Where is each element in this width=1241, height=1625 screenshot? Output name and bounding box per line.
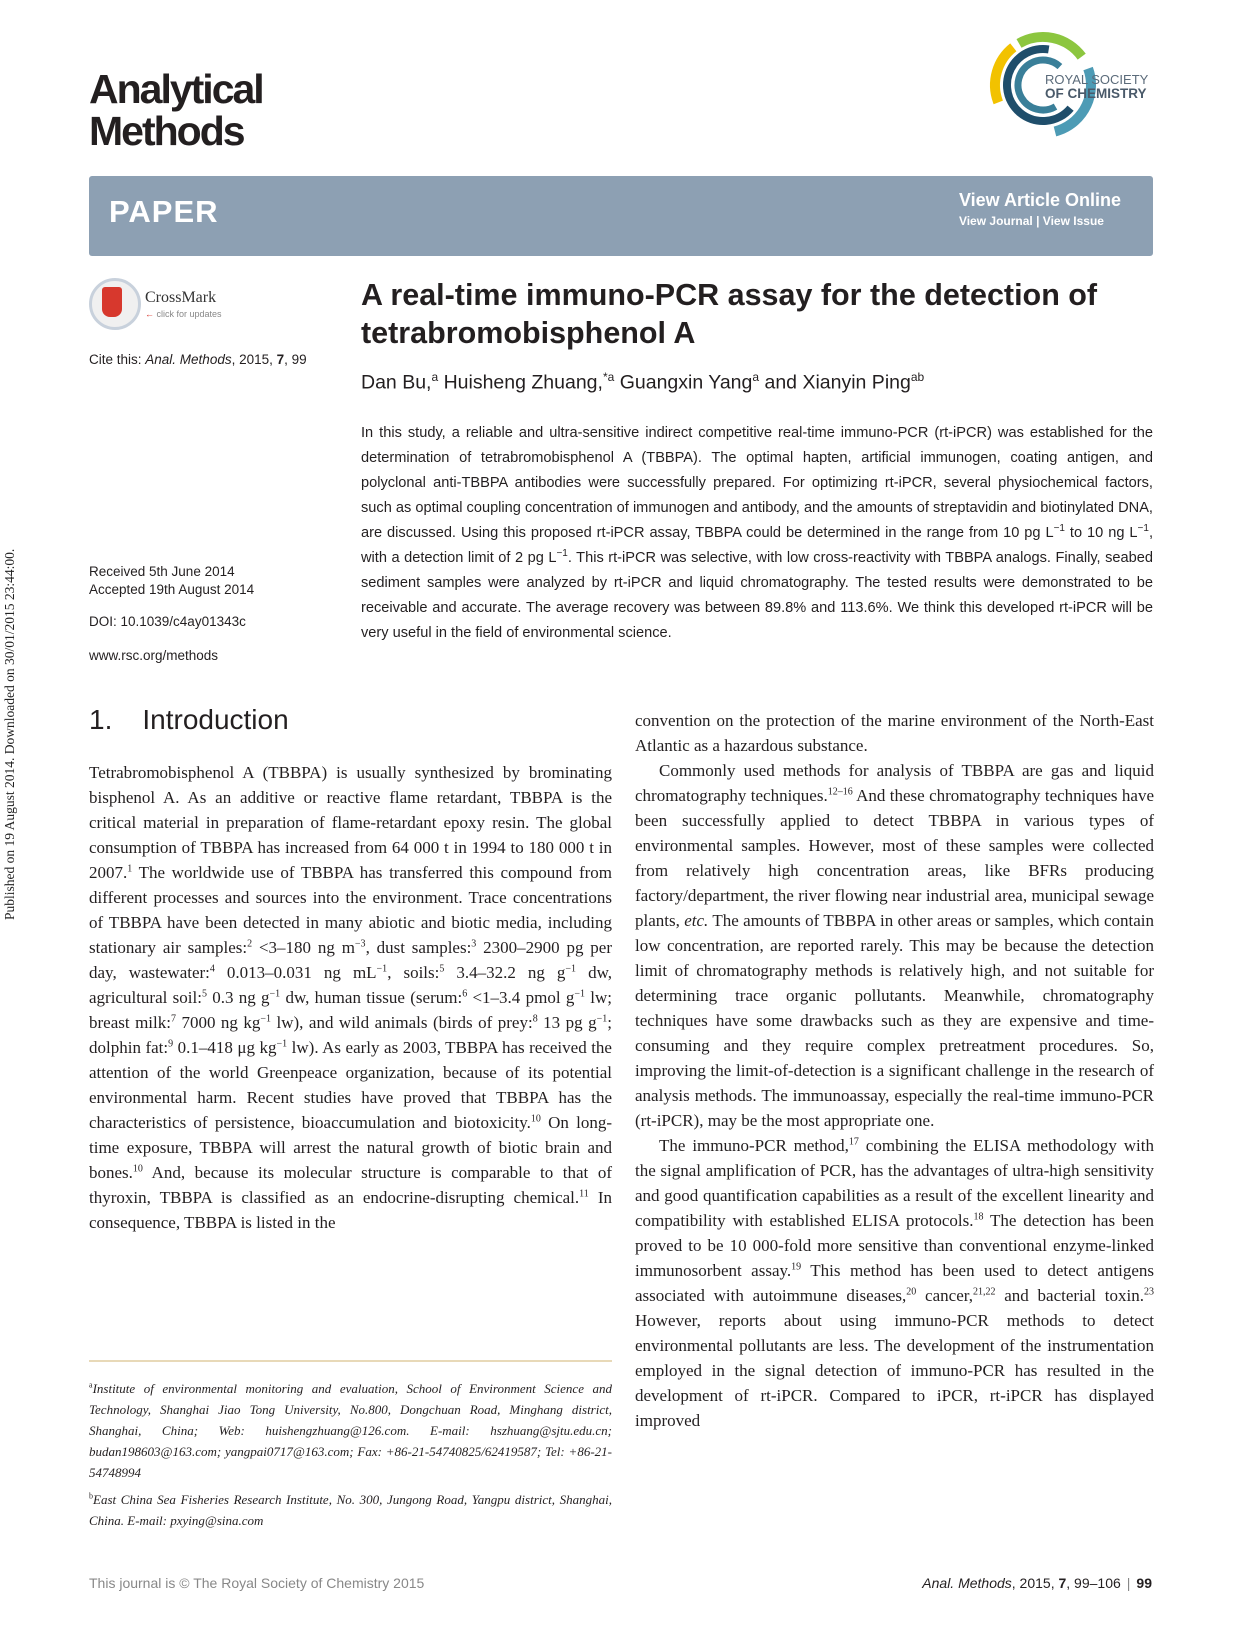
footer-volume: 7 [1058,1575,1067,1591]
body-text: ; dolphin fat: [89,1013,613,1057]
crossmark-sub-text: click for updates [156,309,222,319]
author-name: Xianyin Ping [802,371,911,394]
citation-ref[interactable]: 12–16 [827,786,853,798]
citation-ref[interactable]: 7 [170,1013,176,1025]
exponent: −1 [376,963,388,975]
citation-ref[interactable]: 5 [201,988,207,1000]
body-text: lw; breast milk: [89,988,612,1032]
body-text: The amounts of TBBPA in other areas or samples, which contain low concentration, are reported rarely. This may be because the detection limit of chromatography methods is relatively high, and not suitable for determining trace organic pollutants. Meanwhile, chromatography techniques have some drawbacks such as they are expensive and time-consuming and they require complex pretreatment procedures. So, improving the limit-of-detection is a significant challenge in the research of analysis methods. The immunoassay, especially the real-time immuno-PCR (rt-iPCR), may be the most appropriate one. [635,911,1155,1130]
crossmark-badge[interactable] [89,278,239,334]
author-affiliation: a [431,370,439,384]
accepted-date: Accepted 19th August 2014 [89,582,255,597]
body-text: The worldwide use of TBBPA has transferred this compound from different processes and sources into the environment. Trace concentrations of TBBPA have been detected in many abiotic and biotic media, including stationary air samples: [89,863,612,957]
cite-rest-b: , 99 [284,352,307,367]
footnote [89,1378,612,1483]
body-text-italic: etc. [684,911,709,930]
body-text: 7000 ng kg [175,1013,261,1032]
banner-link-separator: | [1036,214,1040,228]
body-text: cancer, [916,1286,973,1305]
body-text: dw, human tissue (serum: [280,988,463,1007]
journal-title-line1: Analytical [89,66,263,112]
body-text: And these chromatography techniques have been successfully applied to detect TBBPA in various types of environmental samples. However, most of these samples were collected from relatively high concentration areas, like BFRs producing factory/department, the river flowing near industrial area, municipal sewage plants, [635,786,1154,930]
footnote-mark: b [89,1491,93,1501]
body-text: Tetrabromobisphenol A (TBBPA) is usually synthesized by brominating bisphenol A. As an additive or reactive flame retardant, TBBPA is the critical material in preparation of flame-retardant epoxy resin. The global consumption of TBBPA has increased from 64 000 t in 1994 to 180 000 t in 2007. [89,763,612,882]
body-column-right [635,708,1154,1433]
body-text: Commonly used methods for analysis of TBBPA are gas and liquid chromatography techniques. [635,761,1154,805]
body-text: 13 pg g [537,1013,597,1032]
rsc-logo-icon [985,30,1150,145]
footnote-text: East China Sea Fisheries Research Institute, No. 300, Jungong Road, Yangpu district, Shanghai, China. E-mail: pxying@sina.com [89,1492,612,1528]
citation-ref[interactable]: 21,22 [972,1286,996,1298]
footnote-text: Institute of environmental monitoring and evaluation, School of Environment Science and Technology, Shanghai Jiao Tong University, No.800, Dongchuan Road, Minghang district, Shanghai, China; Web: huishengzhuang@126.com. E-mail: hszhuang@sjtu.edu.cn; budan198603@163.com; yangpai0717@163.com; Fax: +86-21-54740825/62419587; Tel: +86-21-54748994 [89,1381,612,1480]
journal-url[interactable]: www.rsc.org/methods [89,648,219,663]
view-article-online-link[interactable]: View Article Online [958,190,1121,210]
exponent: −1 [276,1038,288,1050]
citation-ref[interactable]: 4 [209,963,215,975]
citation-ref[interactable]: 19 [791,1261,802,1273]
abstract-superscript: −1 [1053,523,1065,535]
body-column-left [89,760,612,1235]
body-text: , soils: [387,963,440,982]
copyright-footer: This journal is © The Royal Society of Chemistry 2015 [89,1575,425,1591]
body-text: However, reports about using immuno-PCR methods to detect environmental pollutants are less. The development of the instrumentation employed in the signal detection of immuno-PCR has resulted in the development of rt-iPCR. Compared to iPCR, rt-iPCR has displayed improved [635,1311,1154,1430]
author-list [361,370,924,395]
body-text: and bacterial toxin. [995,1286,1144,1305]
article-type-label: PAPER [109,194,219,229]
banner-sub-links [959,214,1121,228]
banner-links [959,190,1121,228]
exponent: −1 [260,1013,272,1025]
footer-separator: | [1126,1575,1131,1591]
exponent: −1 [269,988,281,1000]
abstract-text: , with a detection limit of 2 pg L [361,525,1153,566]
rsc-line1: ROYAL SOCIETY [1045,72,1149,87]
abstract-superscript: −1 [1137,523,1149,535]
citation-ref[interactable]: 2 [247,938,253,950]
citation-ref[interactable]: 17 [848,1136,859,1148]
author-affiliation: a [752,370,760,384]
exponent: −1 [596,1013,608,1025]
body-text: In consequence, TBBPA is listed in the [89,1188,612,1232]
rsc-logo [985,30,1150,145]
cite-prefix: Cite this: [89,352,146,367]
abstract [361,421,1153,646]
exponent: −3 [354,938,366,950]
citation-ref[interactable]: 8 [532,1013,538,1025]
citation-ref[interactable]: 5 [439,963,445,975]
footnote [89,1489,612,1531]
citation-ref[interactable]: 23 [1144,1286,1154,1298]
body-text: lw). As early as 2003, TBBPA has received the attention of the world Greenpeace organization, because of its potential environmental harm. Recent studies have proved that TBBPA has the characteristics of persistence, bioaccumulation and biotoxicity. [89,1038,612,1132]
footnote-divider [89,1360,612,1362]
crossmark-arrow-icon: ← [145,309,157,319]
body-text: The immuno-PCR method, [659,1136,849,1155]
footer-pages: , 99–106 [1066,1575,1121,1591]
exponent: −1 [565,963,577,975]
citation-ref[interactable]: 9 [168,1038,174,1050]
article-type-banner [89,176,1153,256]
author-affiliation: *a [602,370,615,384]
body-text: 3.4–32.2 ng g [444,963,566,982]
article-title: A real-time immuno-PCR assay for the detection of tetrabromobisphenol A [361,278,1098,350]
citation-ref[interactable]: 1 [127,863,133,875]
citation-ref[interactable]: 3 [471,938,477,950]
cite-rest-a: , 2015, [231,352,277,367]
author-name: Guangxin Yang [619,371,753,394]
body-text: combining the ELISA methodology with the signal amplification of PCR, has the advantages of ultra-high sensitivity and good quantification capabilities as a result of the excellent linearity and compatibility with established ELISA protocols. [635,1136,1154,1230]
section-number: 1. [89,704,113,735]
abstract-text: to 10 ng L [1064,525,1138,541]
citation-ref[interactable]: 20 [906,1286,917,1298]
author-name: Dan Bu, [361,371,432,394]
body-text: The detection has been proved to be 10 000-fold more sensitive than conventional enzyme-linked immunosorbent assay. [635,1211,1154,1280]
body-text: , dust samples: [365,938,472,957]
citation-ref[interactable]: 11 [579,1188,589,1200]
download-stamp-text: Published on 19 August 2014. Downloaded on 30/01/2015 23:44:00. [2,548,17,920]
body-text: lw), and wild animals (birds of prey: [271,1013,533,1032]
exponent: −1 [574,988,585,1000]
page-number: 99 [1136,1575,1152,1591]
page-footer [922,1575,1152,1591]
abstract-superscript: −1 [556,548,568,560]
body-text: <1–3.4 pmol g [467,988,575,1007]
body-text: 2300–2900 pg per day, wastewater: [89,938,612,982]
footer-year: , 2015, [1011,1575,1059,1591]
cite-journal: Anal. Methods [145,352,232,367]
crossmark-sub [145,309,222,319]
doi[interactable]: DOI: 10.1039/c4ay01343c [89,614,246,629]
abstract-text: In this study, a reliable and ultra-sensitive indirect competitive real-time immuno-PCR (rt-iPCR) was established for the determination of tetrabromobisphenol A (TBBPA). The optimal hapten, artificial immunogen, coating antigen, and polyclonal anti-TBBPA antibodies were successfully prepared. For optimizing rt-iPCR, several physiochemical factors, such as optimal coupling concentration of immunogen and antibody, and the amounts of streptavidin and biotinylated DNA, are discussed. Using this proposed rt-iPCR assay, TBBPA could be determined in the range from 10 pg L [361,425,1153,541]
rsc-line2: OF CHEMISTRY [1045,86,1147,101]
citation-ref[interactable]: 18 [973,1211,984,1223]
body-text: On long-time exposure, TBBPA will arrest the natural growth of biotic brain and bones. [89,1113,612,1182]
citation-ref[interactable]: 10 [132,1163,143,1175]
footer-journal: Anal. Methods [922,1575,1012,1591]
paragraph [89,760,612,1235]
paragraph [635,1133,1154,1433]
body-text: 0.1–418 μg kg [173,1038,277,1057]
article-dates [89,563,254,599]
body-text: And, because its molecular structure is comparable to that of thyroxin, TBBPA is classified as an endocrine-disrupting chemical. [89,1163,612,1207]
section-title: Introduction [142,704,289,735]
affiliation-footnotes [89,1378,612,1537]
body-text: dw, agricultural soil: [89,963,612,1007]
section-heading [89,704,289,736]
author-conjunction: and [764,371,798,394]
journal-title-line2: Methods [89,108,244,154]
body-text: <3–180 ng m [252,938,355,957]
body-text: 0.013–0.031 ng mL [214,963,377,982]
paragraph: convention on the protection of the marine environment of the North-East Atlantic as a hazardous substance. [635,711,1154,755]
citation-ref[interactable]: 10 [530,1113,541,1125]
abstract-text: . This rt-iPCR was selective, with low cross-reactivity with TBBPA analogs. Finally, seabed sediment samples were analyzed by rt-iPCR and liquid chromatography. The tested results were demonstrated to be receivable and accurate. The average recovery was between 89.8% and 113.6%. We think this developed rt-iPCR will be very useful in the field of environmental science. [361,550,1153,641]
author-affiliation: ab [910,370,925,384]
view-journal-link[interactable]: View Journal [958,214,1033,228]
crossmark-bookmark-icon [102,287,122,317]
author-name: Huisheng Zhuang, [443,371,603,394]
footnote-mark: a [89,1380,93,1390]
citation [89,352,307,367]
paragraph [635,758,1154,1133]
citation-ref[interactable]: 6 [462,988,468,1000]
body-text: 0.3 ng g [206,988,270,1007]
body-text: This method has been used to detect antigens associated with autoimmune diseases, [635,1261,1155,1305]
journal-title [89,68,263,152]
view-issue-link[interactable]: View Issue [1042,214,1104,228]
cite-volume: 7 [276,352,285,367]
received-date: Received 5th June 2014 [89,564,235,579]
crossmark-name: CrossMark [145,289,217,306]
